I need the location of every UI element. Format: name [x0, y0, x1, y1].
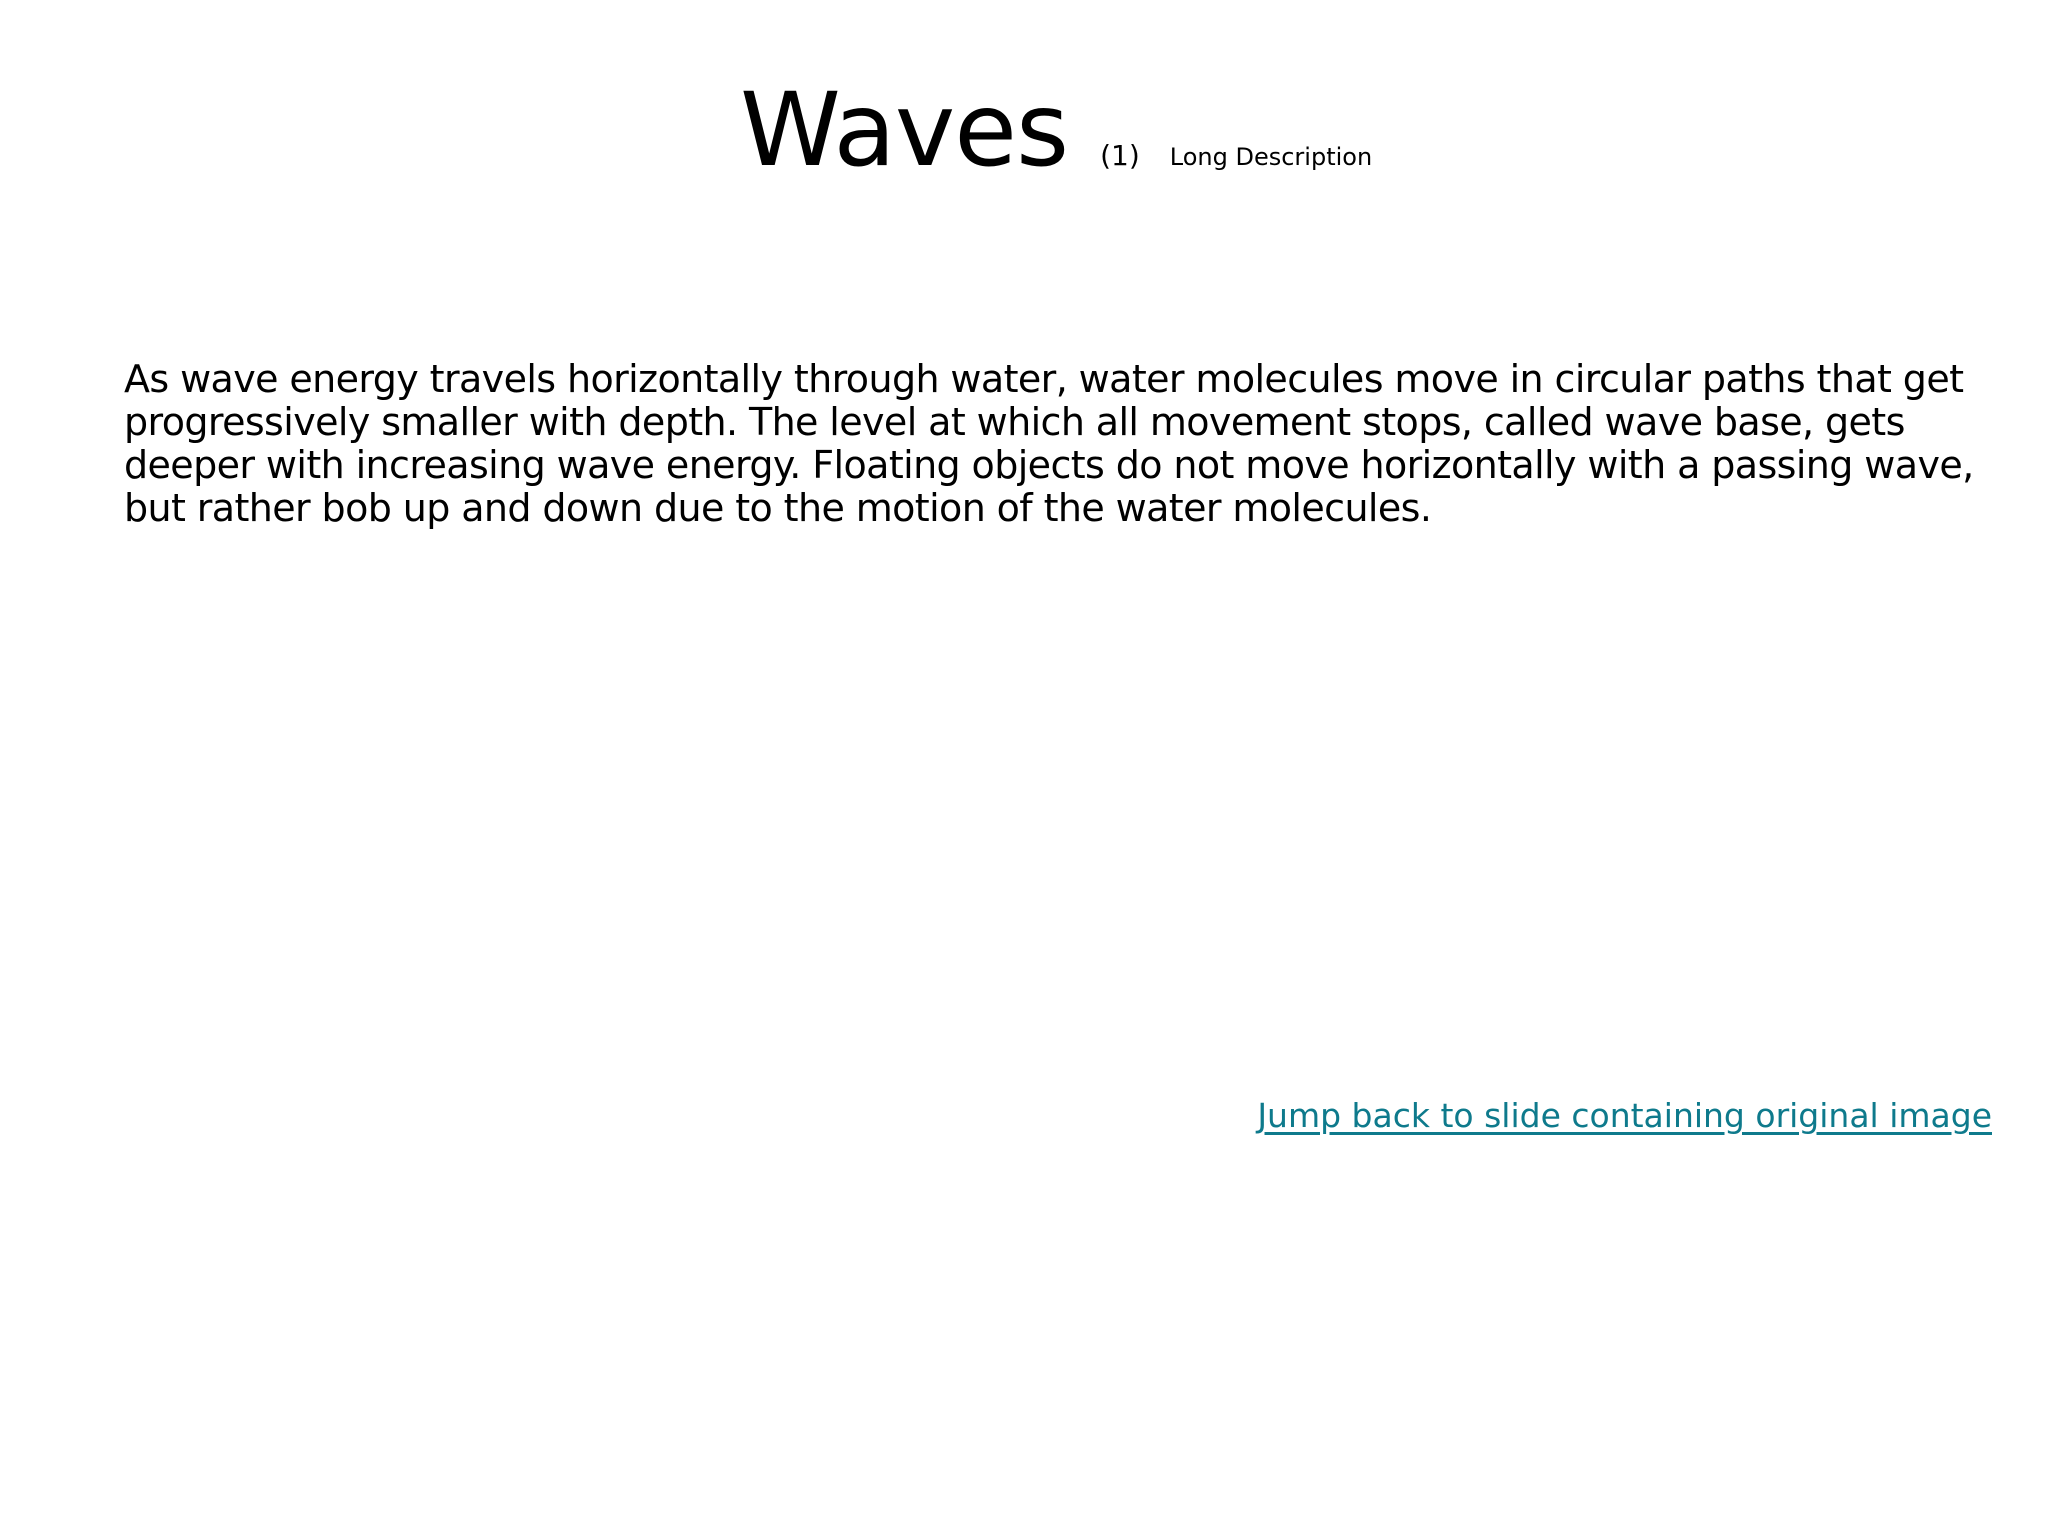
page-title: Waves: [740, 71, 1069, 190]
description-text: As wave energy travels horizontally through water, water molecules move in circular paths that get progressively smaller with depth. The level at which all movement stops, called wave base, gets deeper with increasing wave energy. Floating objects do not move horizontally with a passing wave, but rather bob up and down due to the motion of the water molecules.: [124, 357, 1974, 530]
back-to-slide-link[interactable]: Jump back to slide containing original image: [1257, 1096, 1992, 1135]
title-subtitle: Long Description: [1169, 143, 1373, 171]
title-number: (1): [1100, 139, 1140, 172]
title-row: [740, 71, 1373, 190]
